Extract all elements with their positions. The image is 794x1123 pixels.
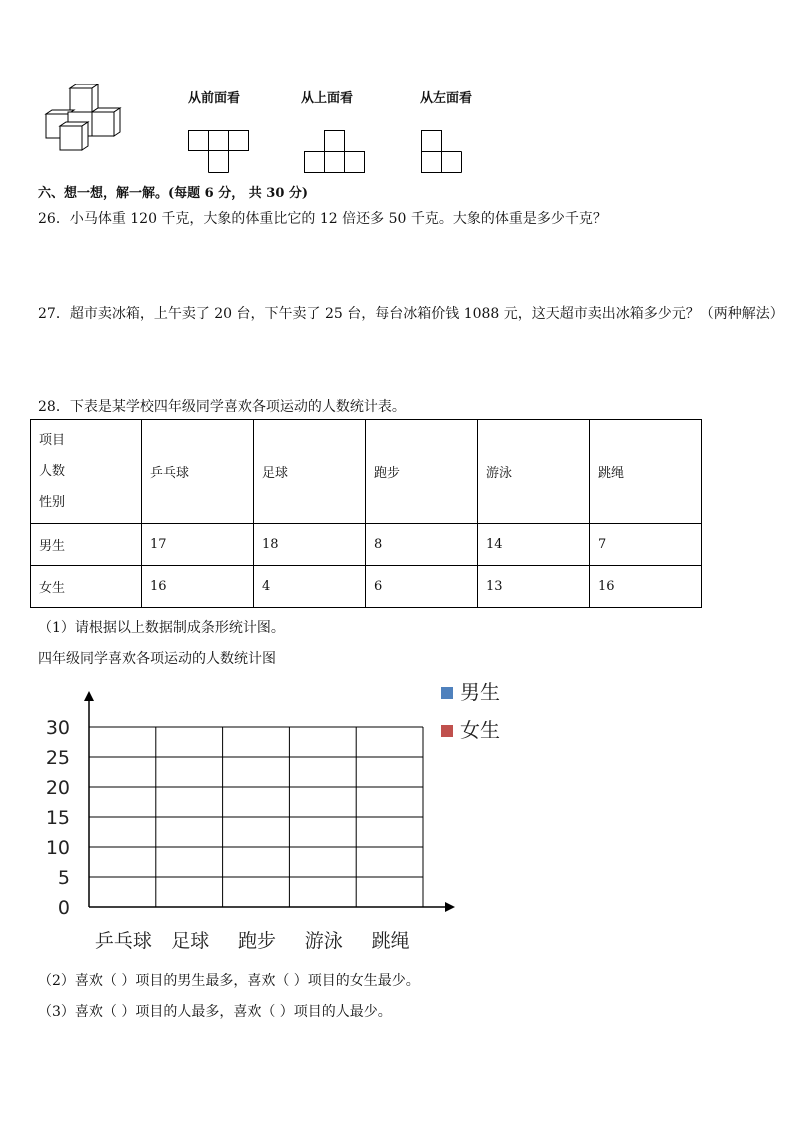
chart-legend [441, 680, 500, 742]
column-header: 跑步 [366, 420, 478, 524]
sports-stats-table [30, 419, 702, 608]
table-header-row [31, 420, 702, 524]
table-cell: 13 [478, 566, 590, 608]
table-cell: 7 [590, 524, 702, 566]
header-line-count: 人数 [39, 464, 66, 479]
column-header: 游泳 [478, 420, 590, 524]
row-label: 女生 [31, 566, 142, 608]
table-cell: 16 [590, 566, 702, 608]
chart-axes [89, 696, 450, 907]
column-header: 足球 [254, 420, 366, 524]
legend-label: 女生 [460, 718, 500, 742]
table-cell: 14 [478, 524, 590, 566]
column-header: 乒乓球 [142, 420, 254, 524]
subquestion-2: （2）喜欢（ ）项目的男生最多，喜欢（ ）项目的女生最少。 [38, 973, 420, 989]
table-corner-cell [31, 420, 142, 524]
block-figure [40, 84, 125, 156]
x-category-label: 乒乓球 [94, 930, 152, 952]
x-category-label: 游泳 [304, 930, 343, 952]
bar-chart [30, 676, 520, 958]
chart-grid [89, 727, 423, 907]
y-tick-label: 20 [45, 777, 70, 799]
y-tick-label: 5 [57, 867, 70, 889]
header-line-item: 项目 [39, 433, 66, 448]
x-category-label: 跳绳 [371, 930, 410, 952]
left-view-label: 从左面看 [420, 91, 473, 106]
y-tick-label: 25 [45, 747, 70, 769]
table-cell: 8 [366, 524, 478, 566]
chart-title: 四年级同学喜欢各项运动的人数统计图 [38, 651, 276, 667]
x-category-label: 跑步 [237, 930, 277, 952]
legend-label: 男生 [460, 680, 500, 704]
question-26: 26．小马体重 120 千克，大象的体重比它的 12 倍还多 50 千克。大象的体重是多少千克？ [38, 211, 607, 227]
x-category-label: 足球 [171, 930, 210, 952]
table-cell: 18 [254, 524, 366, 566]
header-line-gender: 性别 [39, 495, 66, 510]
section-heading: 六、想一想，解一解。(每题 6 分， 共 30 分) [38, 186, 309, 201]
y-tick-label: 15 [45, 807, 70, 829]
y-tick-label: 0 [57, 897, 70, 919]
column-header: 跳绳 [590, 420, 702, 524]
question-27: 27．超市卖冰箱，上午卖了 20 台，下午卖了 25 台，每台冰箱价钱 1088 元，这天超市卖出冰箱多少元？（两种解法） [38, 306, 784, 322]
legend-swatch [441, 725, 453, 737]
table-cell: 16 [142, 566, 254, 608]
x-category-labels [95, 930, 410, 952]
question-28: 28．下表是某学校四年级同学喜欢各项运动的人数统计表。 [38, 399, 406, 415]
y-tick-label: 10 [45, 837, 70, 859]
table-cell: 4 [254, 566, 366, 608]
subquestion-1: （1）请根据以上数据制成条形统计图。 [38, 620, 285, 636]
row-label: 男生 [31, 524, 142, 566]
top-view-drawing [304, 130, 366, 173]
subquestion-3: （3）喜欢（ ）项目的人最多，喜欢（ ）项目的人最少。 [38, 1004, 392, 1020]
legend-swatch [441, 687, 453, 699]
table-row [31, 566, 702, 608]
front-view-drawing [188, 130, 250, 173]
y-tick-labels [46, 717, 70, 919]
front-view-label: 从前面看 [188, 91, 241, 106]
table-cell: 17 [142, 524, 254, 566]
table-row [31, 524, 702, 566]
table-cell: 6 [366, 566, 478, 608]
y-tick-label: 30 [45, 717, 70, 739]
top-view-label: 从上面看 [301, 91, 354, 106]
left-view-drawing [421, 130, 463, 173]
